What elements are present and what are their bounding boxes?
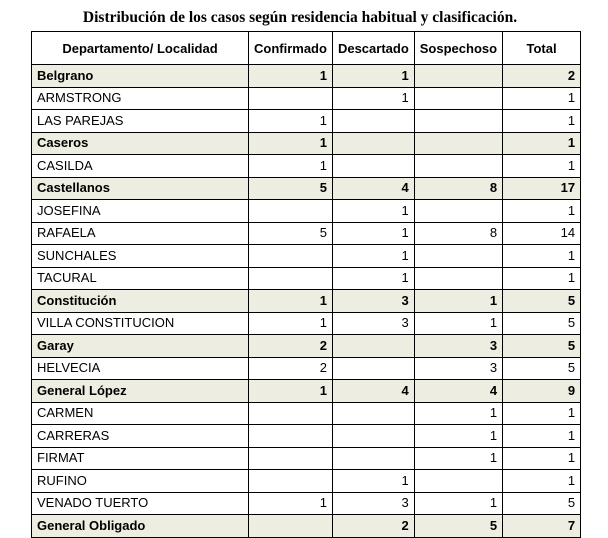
cell-sospechoso [414,470,502,493]
cell-name: CARRERAS [32,425,249,448]
cell-sospechoso: 1 [414,402,502,425]
cell-total: 1 [503,470,581,493]
cell-sospechoso: 1 [414,425,502,448]
cell-total: 1 [503,110,581,133]
cell-confirmado: 1 [249,492,333,515]
department-row [32,65,581,88]
cell-sospechoso [414,65,502,88]
table-body [32,65,581,538]
cell-confirmado [249,200,333,223]
department-row [32,177,581,200]
cell-descartado [332,425,414,448]
header-descartado: Descartado [332,32,414,65]
cell-sospechoso [414,132,502,155]
cell-name: JOSEFINA [32,200,249,223]
cell-name: Caseros [32,132,249,155]
department-row [32,515,581,538]
cell-total: 1 [503,245,581,268]
cell-total: 9 [503,380,581,403]
cell-total: 5 [503,357,581,380]
cell-confirmado: 1 [249,155,333,178]
cell-descartado: 1 [332,200,414,223]
header-sospechoso: Sospechoso [414,32,502,65]
cell-confirmado: 1 [249,65,333,88]
cell-sospechoso: 1 [414,447,502,470]
cell-descartado: 4 [332,380,414,403]
locality-row [32,110,581,133]
cell-confirmado [249,470,333,493]
cell-name: RAFAELA [32,222,249,245]
header-row [32,32,581,65]
locality-row [32,357,581,380]
cell-name: FIRMAT [32,447,249,470]
cell-sospechoso [414,267,502,290]
cell-sospechoso [414,110,502,133]
cell-total: 1 [503,402,581,425]
cell-confirmado [249,267,333,290]
cell-descartado: 1 [332,65,414,88]
cell-descartado: 1 [332,245,414,268]
cell-sospechoso: 5 [414,515,502,538]
locality-row [32,312,581,335]
cell-sospechoso: 8 [414,222,502,245]
locality-row [32,222,581,245]
cell-descartado [332,110,414,133]
cell-name: CARMEN [32,402,249,425]
cell-descartado: 3 [332,290,414,313]
cell-descartado [332,132,414,155]
cell-sospechoso [414,200,502,223]
locality-row [32,402,581,425]
cell-confirmado [249,515,333,538]
cell-descartado: 1 [332,267,414,290]
cell-confirmado: 2 [249,357,333,380]
cell-sospechoso [414,87,502,110]
cell-total: 1 [503,425,581,448]
cell-total: 14 [503,222,581,245]
cell-sospechoso: 3 [414,335,502,358]
cell-total: 7 [503,515,581,538]
cell-total: 5 [503,492,581,515]
cell-confirmado [249,402,333,425]
cell-descartado: 1 [332,87,414,110]
cell-name: LAS PAREJAS [32,110,249,133]
cell-descartado: 1 [332,470,414,493]
cell-descartado [332,155,414,178]
cell-descartado [332,402,414,425]
cell-sospechoso: 1 [414,312,502,335]
cell-total: 1 [503,200,581,223]
cell-total: 2 [503,65,581,88]
cell-name: General Obligado [32,515,249,538]
table-title: Distribución de los casos según residencia habitual y clasificación. [82,9,518,26]
cell-descartado: 3 [332,492,414,515]
cell-name: VENADO TUERTO [32,492,249,515]
header-total: Total [503,32,581,65]
cell-descartado: 1 [332,222,414,245]
cell-sospechoso: 3 [414,357,502,380]
cell-descartado: 2 [332,515,414,538]
locality-row [32,470,581,493]
cell-name: VILLA CONSTITUCION [32,312,249,335]
department-row [32,380,581,403]
cell-name: CASILDA [32,155,249,178]
cell-name: Belgrano [32,65,249,88]
header-departamento: Departamento/ Localidad [32,32,249,65]
cell-confirmado: 1 [249,132,333,155]
cell-total: 1 [503,447,581,470]
cell-name: ARMSTRONG [32,87,249,110]
cell-sospechoso: 1 [414,290,502,313]
cell-confirmado: 5 [249,177,333,200]
cell-descartado [332,335,414,358]
cell-sospechoso: 8 [414,177,502,200]
locality-row [32,447,581,470]
cell-name: Constitución [32,290,249,313]
cell-confirmado [249,245,333,268]
locality-row [32,87,581,110]
cases-table [31,31,581,538]
cell-confirmado: 5 [249,222,333,245]
cell-sospechoso [414,155,502,178]
cell-confirmado: 1 [249,110,333,133]
cell-descartado [332,357,414,380]
cell-confirmado: 1 [249,380,333,403]
cell-name: HELVECIA [32,357,249,380]
cell-name: Garay [32,335,249,358]
cell-sospechoso: 4 [414,380,502,403]
cell-sospechoso [414,245,502,268]
cell-confirmado [249,447,333,470]
cell-confirmado: 2 [249,335,333,358]
locality-row [32,245,581,268]
locality-row [32,492,581,515]
cell-confirmado [249,87,333,110]
locality-row [32,425,581,448]
header-confirmado: Confirmado [249,32,333,65]
cell-total: 5 [503,312,581,335]
cell-confirmado: 1 [249,290,333,313]
cell-name: SUNCHALES [32,245,249,268]
cell-sospechoso: 1 [414,492,502,515]
cell-name: RUFINO [32,470,249,493]
cell-total: 1 [503,267,581,290]
cell-total: 5 [503,290,581,313]
department-row [32,132,581,155]
cell-name: Castellanos [32,177,249,200]
cell-name: TACURAL [32,267,249,290]
cell-name: General López [32,380,249,403]
locality-row [32,155,581,178]
cell-descartado: 4 [332,177,414,200]
cell-total: 5 [503,335,581,358]
cell-confirmado [249,425,333,448]
cell-total: 1 [503,132,581,155]
cell-descartado [332,447,414,470]
locality-row [32,267,581,290]
cell-total: 17 [503,177,581,200]
cell-total: 1 [503,155,581,178]
cell-descartado: 3 [332,312,414,335]
cell-confirmado: 1 [249,312,333,335]
cell-total: 1 [503,87,581,110]
department-row [32,335,581,358]
locality-row [32,200,581,223]
department-row [32,290,581,313]
